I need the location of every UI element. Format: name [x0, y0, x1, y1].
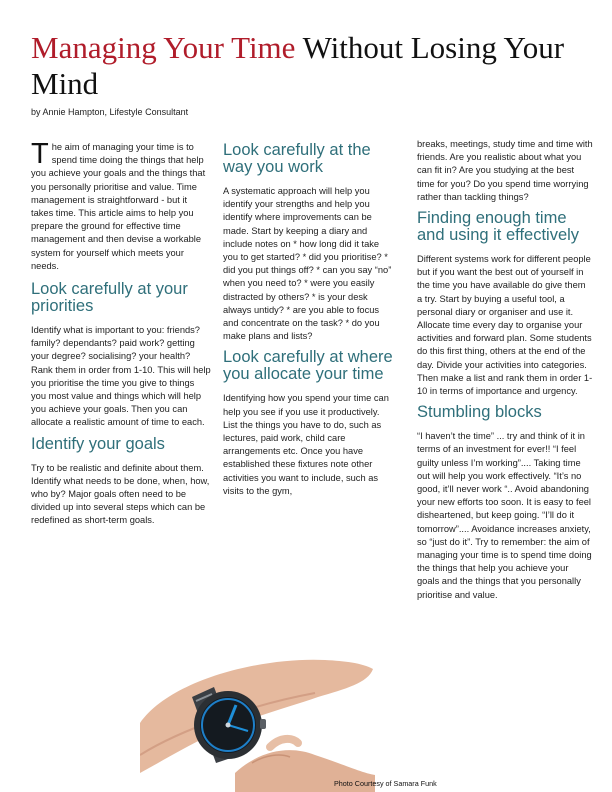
paragraph-finding: Different systems work for different people but if you want the best out of yourself in the time you have available do give them a try. Start by buying a useful tool, a personal diary or organiser and use it. Allocate time every day to organise your activities and forward plan. Some students do this first thing, others at the end of the day. Divide your activities into categories. Then make a list and rank them in order 1-10 in terms of importance and urgency. [417, 254, 593, 397]
heading-allocate: Look carefully at where you allocate your time [223, 348, 393, 384]
column-1 [31, 138, 211, 534]
heading-blocks: Stumbling blocks [417, 403, 542, 422]
heading-goals: Identify your goals [31, 434, 165, 453]
paragraph-allocate: Identifying how you spend your time can help you see if you use it productively. List the things you have to do, such as lectures, paid work, child care arrangements etc. Once you have established these fixtures note other activities you want to include, such as visits to the gym, [223, 393, 389, 496]
column-3 [417, 138, 593, 608]
drop-cap: T [31, 138, 49, 170]
heading-priorities: Look carefully at your priorities [31, 280, 188, 316]
heading-work: Look carefully at the way you work [223, 141, 371, 176]
paragraph-priorities: Identify what is important to you: friends? family? dependants? paid work? getting your degree? socialising? your health? Rank them in order from 1-10. This will help you prioritise the time you give to things you most value and things which will help you achieve your goals. Then you can allocate a realistic amount of time to each. [31, 325, 211, 428]
byline: by Annie Hampton, Lifestyle Consultant [31, 107, 189, 117]
intro-paragraph: The aim of managing your time is to spend time doing the things that help you achieve your goals and the things that you personally prioritise and value. Time management is straightforward - but it takes time. This article aims to help you prepare the ground for effective time management and then devise a workable system for yourself which meets your needs. [31, 138, 206, 271]
title-rest: Without Losing Your Mind [31, 30, 565, 101]
heading-finding: Finding enough time and using it effectively [417, 209, 580, 245]
paragraph-blocks: “I haven’t the time” ... try and think of it in terms of an investment for ever!! “I feel guilty unless I’m working”.... Taking time out will help you work effectively. “It’s no good, it’ll never work “.. Avoid abandoning your new efforts too soon. It is easy to feel disheartened, but keep going. “I’ll do it tomorrow”.... Avoidance increases anxiety, so “just do it”. Try to remember: the aim of managing your time is to spend time doing the things that help you achieve your goals and the things that you personally prioritise and value. [417, 431, 592, 600]
column-2 [223, 142, 393, 504]
paragraph-work: A systematic approach will help you identify your strengths and help you identify where improvements can be made. Start by keeping a diary and include notes on * how long did it take you to get started? * did you prioritise? * did you put things off? * can you say “no” when you need to? * were you easily distracted by others? * is your desk always untidy? * are you able to focus and concentrate on the task? * do you make plans and lists? [223, 186, 392, 342]
title-highlight: Managing Your Time [31, 30, 296, 65]
article-title [31, 30, 591, 102]
paragraph-continued: breaks, meetings, study time and time with friends. Are you realistic about what you can fit in? Are you studying at the best time for you? Do you spend time worrying rather than tackling things? [417, 139, 593, 202]
paragraph-goals: Try to be realistic and definite about them. Identify what needs to be done, when, how, who by? Major goals often need to be divided up into several steps which can be redefined as short-term goals. [31, 462, 210, 526]
photo-credit: Photo Courtesy of Samara Funk [334, 779, 437, 788]
wristwatch-photo [140, 605, 375, 792]
